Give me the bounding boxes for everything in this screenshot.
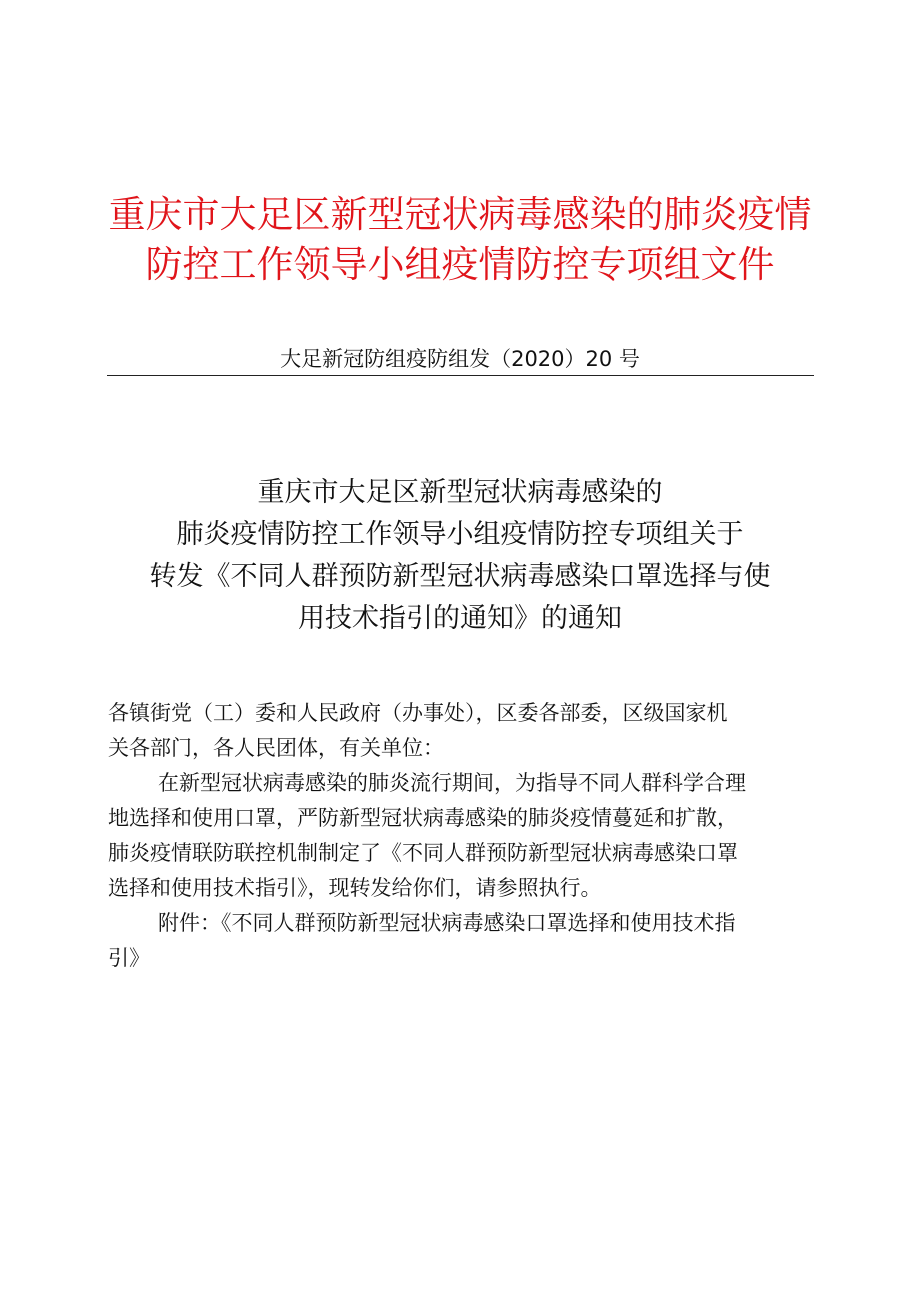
document-body bbox=[108, 696, 818, 976]
paragraph-line-1: 在新型冠状病毒感染的肺炎流行期间，为指导不同人群科学合理 bbox=[158, 771, 746, 795]
title-line-3: 转发《不同人群预防新型冠状病毒感染口罩选择与使 bbox=[149, 561, 771, 592]
document-title bbox=[0, 472, 920, 640]
paragraph-line-4: 选择和使用技术指引》，现转发给你们，请参照执行。 bbox=[108, 876, 602, 900]
recipients-line-1: 各镇街党（工）委和人民政府（办事处），区委各部委，区级国家机 bbox=[108, 701, 728, 725]
title-line-4: 用技术指引的通知》的通知 bbox=[298, 603, 622, 634]
paragraph-line-3: 肺炎疫情联防联控机制制定了《不同人群预防新型冠状病毒感染口罩 bbox=[108, 841, 738, 865]
header-divider bbox=[107, 375, 814, 376]
recipients-line-2: 关各部门，各人民团体，有关单位： bbox=[108, 736, 444, 760]
title-line-1: 重庆市大足区新型冠状病毒感染的 bbox=[257, 477, 663, 508]
document-number: 大足新冠防组疫防组发（2020）20 号 bbox=[280, 347, 640, 371]
attachment-line-1: 附件：《不同人群预防新型冠状病毒感染口罩选择和使用技术指 bbox=[158, 911, 736, 935]
attachment-line-2: 引》 bbox=[108, 946, 150, 970]
title-line-2: 肺炎疫情防控工作领导小组疫情防控专项组关于 bbox=[176, 519, 744, 550]
issuer-header-line-2: 防控工作领导小组疫情防控专项组文件 bbox=[145, 243, 775, 286]
paragraph-line-2: 地选择和使用口罩，严防新型冠状病毒感染的肺炎疫情蔓延和扩散， bbox=[108, 806, 738, 830]
issuer-header-line-1: 重庆市大足区新型冠状病毒感染的肺炎疫情 bbox=[108, 193, 812, 236]
issuer-header bbox=[0, 190, 920, 290]
